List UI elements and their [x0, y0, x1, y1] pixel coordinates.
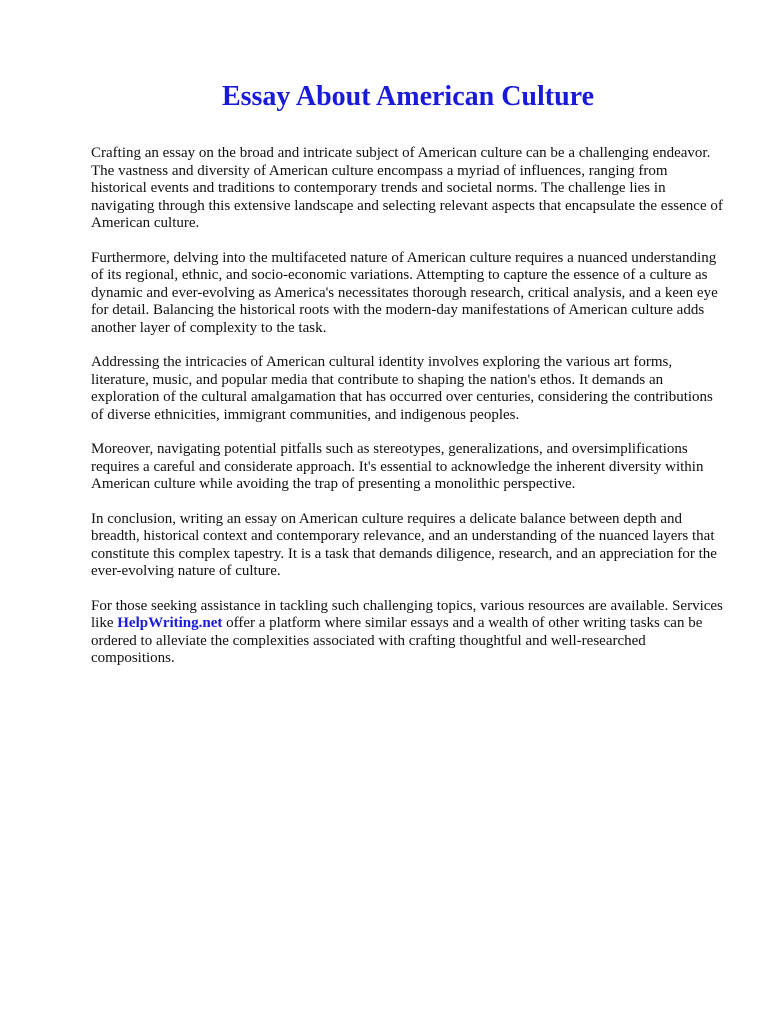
paragraph-4: Moreover, navigating potential pitfalls such as stereotypes, generalizations, and oversimplifications requires a careful and considerate approach. It's essential to acknowledge the inherent diversity within American culture while avoiding the trap of presenting a monolithic perspective. [91, 441, 704, 492]
helpwriting-link[interactable]: HelpWriting.net [117, 615, 223, 631]
paragraph-6-after-link: offer a platform where similar essays and a wealth of other writing tasks can be ordered to alleviate the complexities associated with crafting thoughtful and well-researched compositions. [91, 615, 703, 666]
document-body [91, 145, 727, 685]
document-title: Essay About American Culture [221, 81, 595, 112]
paragraph-5: In conclusion, writing an essay on American culture requires a delicate balance between depth and breadth, historical context and contemporary relevance, and an understanding of the nuanced layers that constitute this complex tapestry. It is a task that demands diligence, research, and an appreciation for the ever-evolving nature of culture. [91, 510, 717, 579]
paragraph-3: Addressing the intricacies of American cultural identity involves exploring the various art forms, literature, music, and popular media that contribute to shaping the nation's ethos. It demands an exploration of the cultural amalgamation that has occurred over centuries, considering the contributions of diverse ethnicities, immigrant communities, and indigenous peoples. [91, 354, 713, 423]
paragraph-1: Crafting an essay on the broad and intricate subject of American culture can be a challenging endeavor. The vastness and diversity of American culture encompass a myriad of influences, ranging from historical events and traditions to contemporary trends and societal norms. The challenge lies in navigating through this extensive landscape and selecting relevant aspects that encapsulate the essence of American culture. [91, 145, 723, 231]
paragraph-2: Furthermore, delving into the multifaceted nature of American culture requires a nuanced understanding of its regional, ethnic, and socio-economic variations. Attempting to capture the essence of a culture as dynamic and ever-evolving as America's necessitates thorough research, critical analysis, and a keen eye for detail. Balancing the historical roots with the modern-day manifestations of American culture adds another layer of complexity to the task. [91, 249, 718, 336]
paragraph-6-before-link: For those seeking assistance in tackling such challenging topics, various resources are available. Services like [91, 597, 723, 631]
paragraph-6 [91, 598, 727, 668]
